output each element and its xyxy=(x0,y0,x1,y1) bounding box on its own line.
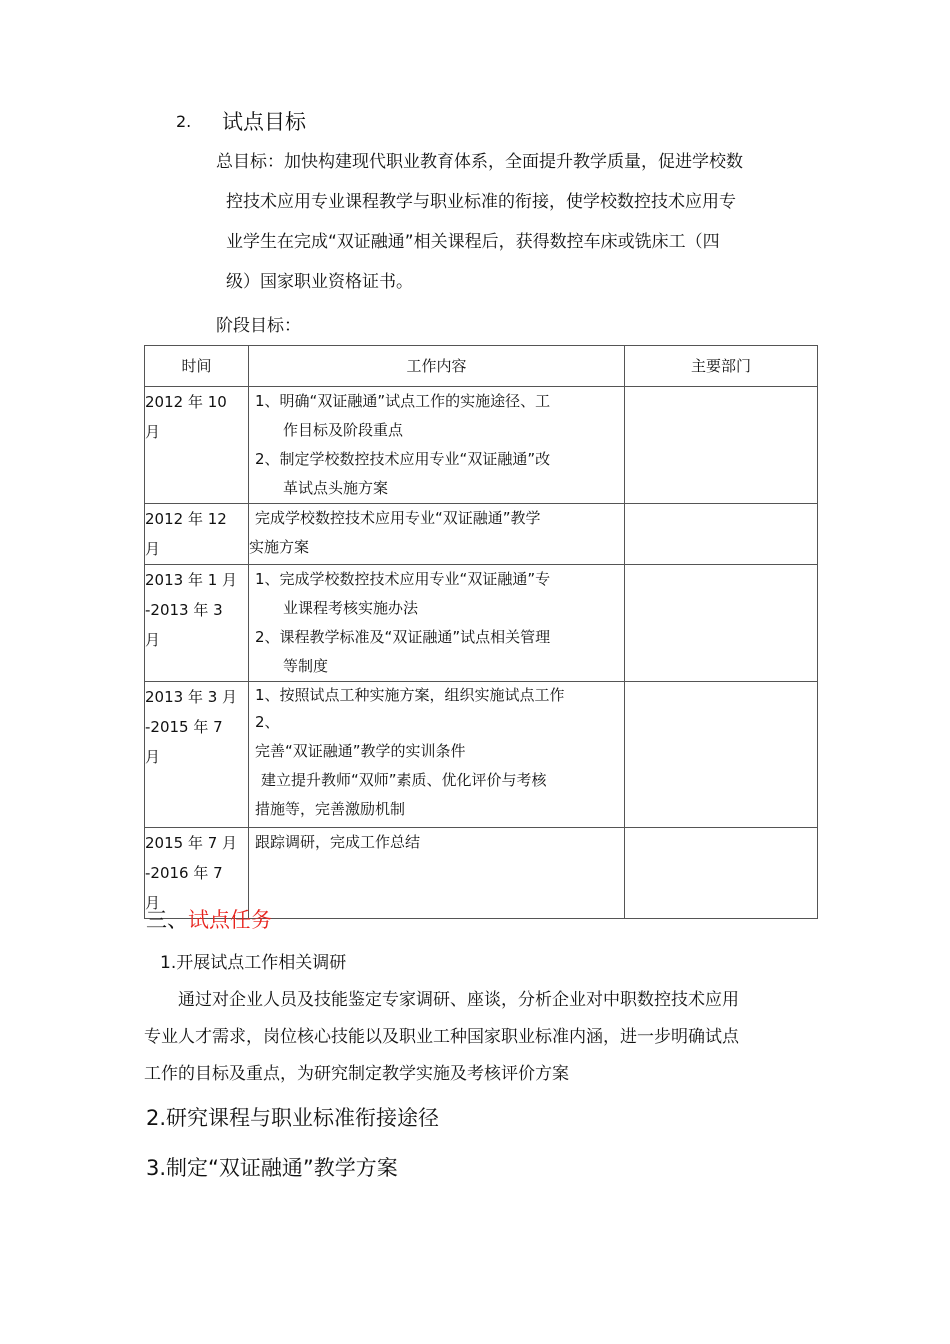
body-line-1: 通过对企业人员及技能鉴定专家调研、座谈，分析企业对中职数控技术应用 xyxy=(144,990,739,1010)
overall-goal-line-3: 业学生在完成“双证融通”相关课程后，获得数控车床或铣床工（四 xyxy=(226,232,720,252)
time-line: 月 xyxy=(145,748,161,766)
subsection-2-title: 2.研究课程与职业标准衔接途径 xyxy=(146,1106,440,1130)
section-3-heading xyxy=(146,904,272,934)
content-cell xyxy=(249,682,625,828)
table-row xyxy=(145,682,818,828)
time-line: 2015 年 7 月 xyxy=(145,834,238,852)
content-line: 等制度 xyxy=(283,657,329,675)
body-line-3: 工作的目标及重点，为研究制定教学实施及考核评价方案 xyxy=(144,1064,569,1084)
dept-cell xyxy=(625,387,818,504)
content-line: 措施等，完善激励机制 xyxy=(255,800,406,818)
table-header-row xyxy=(145,346,818,387)
time-line: -2015 年 7 xyxy=(145,718,223,736)
time-line: 月 xyxy=(145,894,161,912)
header-content: 工作内容 xyxy=(249,346,625,387)
time-cell xyxy=(145,504,249,565)
time-line: 月 xyxy=(145,423,161,441)
time-line: -2016 年 7 xyxy=(145,864,223,882)
overall-goal-line-4: 级）国家职业资格证书。 xyxy=(226,272,413,292)
content-line: 革试点头施方案 xyxy=(283,479,389,497)
content-line: 完善“双证融通”教学的实训条件 xyxy=(255,742,466,760)
table-row xyxy=(145,565,818,682)
content-cell xyxy=(249,565,625,682)
time-line: 2012 年 10 xyxy=(145,393,227,411)
section-3-title: 试点任务 xyxy=(188,908,272,932)
stage-goal-table xyxy=(144,345,818,919)
content-line: 作目标及阶段重点 xyxy=(283,421,404,439)
dept-cell xyxy=(625,504,818,565)
section-3-prefix: 三、 xyxy=(146,908,188,932)
content-line: 1、明确“双证融通”试点工作的实施途径、工 xyxy=(255,392,551,410)
content-cell xyxy=(249,828,625,919)
section-number: 2. xyxy=(176,112,192,131)
content-cell xyxy=(249,504,625,565)
header-time: 时间 xyxy=(145,346,249,387)
content-line: 实施方案 xyxy=(249,538,310,556)
header-dept: 主要部门 xyxy=(625,346,818,387)
content-line: 跟踪调研，完成工作总结 xyxy=(255,833,421,851)
body-line-2: 专业人才需求，岗位核心技能以及职业工种国家职业标准内涵，进一步明确试点 xyxy=(144,1027,739,1047)
content-line: 业课程考核实施办法 xyxy=(283,599,419,617)
content-line: 1、按照试点工种实施方案，组织实施试点工作 xyxy=(255,686,565,704)
stage-goal-label: 阶段目标： xyxy=(216,316,301,336)
table-row xyxy=(145,387,818,504)
time-cell xyxy=(145,682,249,828)
time-cell xyxy=(145,565,249,682)
content-line: 2、课程教学标准及“双证融通”试点相关管理 xyxy=(255,628,551,646)
dept-cell xyxy=(625,565,818,682)
subsection-3-title: 3.制定“双证融通”教学方案 xyxy=(146,1156,398,1180)
dept-cell xyxy=(625,828,818,919)
overall-goal-line-1: 总目标：加快构建现代职业教育体系，全面提升教学质量，促进学校数 xyxy=(216,152,743,172)
time-line: 2013 年 1 月 xyxy=(145,571,238,589)
table-row xyxy=(145,504,818,565)
content-line: 2、制定学校数控技术应用专业“双证融通”改 xyxy=(255,450,551,468)
overall-goal-line-2: 控技术应用专业课程教学与职业标准的衔接，使学校数控技术应用专 xyxy=(226,192,736,212)
time-line: 2013 年 3 月 xyxy=(145,688,238,706)
content-line: 2、 xyxy=(255,713,280,731)
content-line: 建立提升教师“双师”素质、优化评价与考核 xyxy=(261,771,547,789)
section-title: 试点目标 xyxy=(222,110,306,134)
time-line: 月 xyxy=(145,540,161,558)
time-cell xyxy=(145,387,249,504)
subsection-1-title: 1.开展试点工作相关调研 xyxy=(160,953,347,973)
content-cell xyxy=(249,387,625,504)
time-line: -2013 年 3 xyxy=(145,601,223,619)
content-line: 完成学校数控技术应用专业“双证融通”教学 xyxy=(255,509,541,527)
time-line: 月 xyxy=(145,631,161,649)
dept-cell xyxy=(625,682,818,828)
time-line: 2012 年 12 xyxy=(145,510,227,528)
content-line: 1、完成学校数控技术应用专业“双证融通”专 xyxy=(255,570,551,588)
